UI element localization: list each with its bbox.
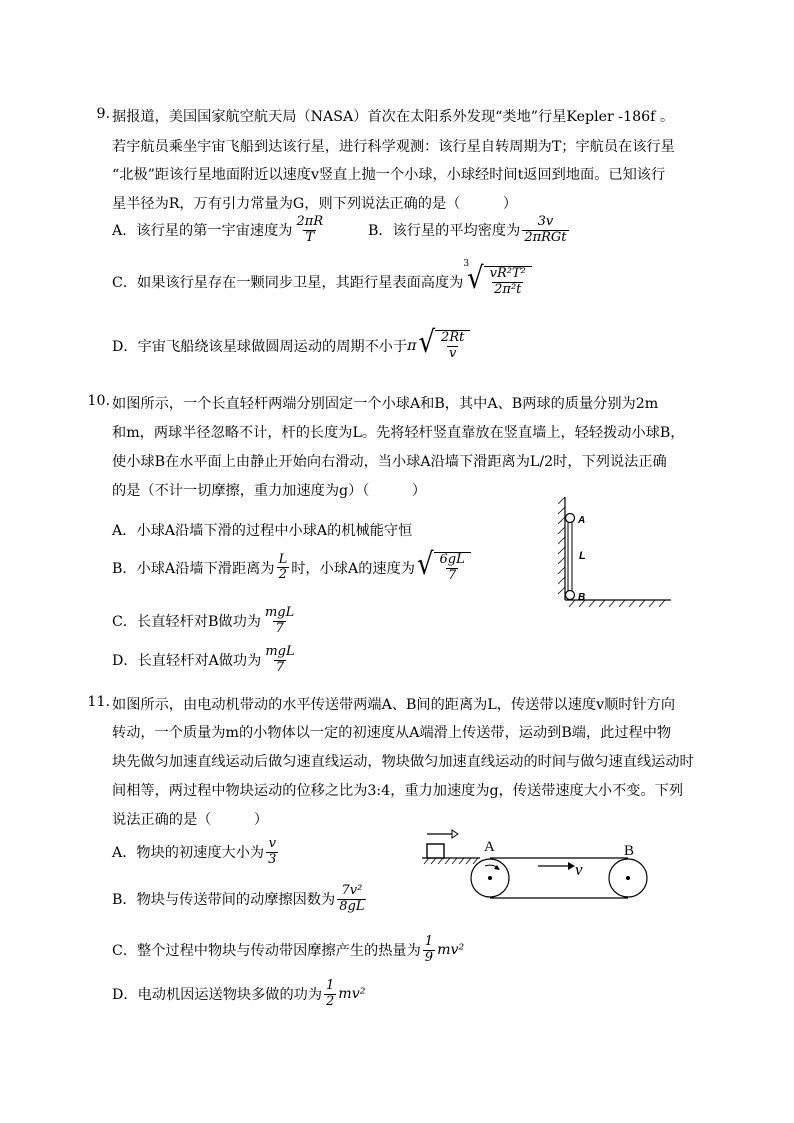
denominator: 2π²t [494, 281, 522, 297]
square-root: √ $\frac{6gL}{7}$ [417, 552, 471, 584]
option-text: A．该行星的第一宇宙速度为 [112, 223, 293, 240]
question-text-line: 如图所示，一个长直轻杆两端分别固定一个小球A和B，其中A、B两球的质量分别为2m [112, 396, 659, 412]
option-text: B．小球A沿墙下滑距离为 [112, 560, 275, 577]
question-text-line: 据报道，美国国家航空航天局（NASA）首次在太阳系外发现“类地”行星Kepler -186f 。 [112, 109, 675, 125]
question-text-line: 转动，一个质量为m的小物体以一定的初速度从A端滑上传送带，运动到B端，此过程中物 [112, 725, 672, 741]
block [427, 844, 444, 858]
option-text: A．物块的初速度大小为 [112, 845, 265, 862]
expression-tail: mv² [338, 986, 366, 1003]
option-text: C．整个过程中物块与传动带因摩擦产生的热量为 [112, 943, 421, 960]
denominator: 2 [326, 993, 335, 1009]
denominator: 2πRGt [524, 229, 567, 245]
option-text: 时，小球A的速度为 [291, 560, 415, 577]
numerator: 2πR [296, 214, 324, 229]
fraction [324, 979, 336, 1010]
option-text: C．长直轻杆对B做功为 [112, 614, 261, 631]
option-text: C．如果该行星存在一颗同步卫星，其距行星表面高度为 [112, 274, 464, 291]
numerator: v [268, 836, 276, 851]
question-text-line: 使小球B在水平面上由静止开始向右滑动，当小球A沿墙下滑距离为L/2时，下列说法正确 [112, 454, 667, 470]
expression-tail: mv² [437, 942, 465, 959]
question-text-line: 说法正确的是（ ） [112, 812, 269, 828]
fraction [263, 645, 296, 676]
denominator: 2 [278, 567, 288, 583]
label-b: B [624, 843, 635, 859]
numerator: 3v [537, 214, 554, 229]
option-text: B．物块与传送带间的动摩擦因数为 [112, 892, 336, 909]
option-b [368, 215, 571, 246]
denominator: 8gL [339, 898, 365, 914]
cube-root: √ $\frac{\text{vR²T²}}{\text{2π²t}}$ [467, 266, 532, 298]
numerator: 6gL [439, 552, 465, 567]
denominator: 7 [275, 620, 284, 636]
square-root: √ $\frac{2Rt}{v}$ [418, 330, 470, 362]
question-text-line: 间相等，两过程中物块运动的位移之比为3:4，重力加速度为g，传送带速度大小不变。下列 [112, 783, 684, 799]
option-text: D．长直轻杆对A做功为 [112, 653, 262, 670]
denominator: 7 [275, 659, 285, 675]
question-text-line: “北极”距该行星地面附近以速度v竖直上抛一个小球，小球经时间t返回到地面。已知该行 [112, 167, 666, 183]
ball-b [566, 591, 575, 600]
denominator: T [305, 229, 315, 245]
label-v: v [575, 860, 583, 879]
question-number: 9. [96, 106, 110, 122]
denominator: 3 [268, 851, 277, 867]
pi-symbol: π [407, 337, 417, 354]
label-a: A [578, 515, 586, 526]
numerator: 1 [326, 978, 335, 993]
option-b [112, 884, 368, 915]
option-d [112, 979, 365, 1010]
fraction [263, 606, 296, 637]
fraction [522, 215, 568, 246]
option-c [112, 258, 532, 298]
question-text-line: 块先做匀加速直线运动后做匀速直线运动，物块做匀加速直线运动的时间与做匀速直线运动时 [112, 754, 694, 770]
option-text: D．电动机因运送物块多做的功为 [112, 987, 323, 1004]
option-text: A．小球A沿墙下滑的过程中小球A的机械能守恒 [112, 523, 413, 539]
denominator: 7 [448, 567, 457, 583]
ball-a [566, 514, 575, 523]
option-c [112, 935, 464, 966]
option-a [112, 520, 412, 540]
numerator: 2Rt [441, 330, 465, 345]
numerator: vR²T² [489, 266, 526, 281]
denominator: v [449, 345, 457, 361]
fraction [266, 837, 278, 868]
denominator: 9 [424, 949, 434, 965]
question-number: 11. [87, 694, 110, 710]
question-text-line: 和m，两球半径忽略不计，杆的长度为L。先将轻杆竖直靠放在竖直墙上，轻轻拨动小球B， [112, 425, 685, 441]
option-text: D．宇宙飞船绕该星球做圆周运动的周期不小于 [112, 338, 408, 355]
conveyor-figure [418, 826, 658, 902]
option-d [112, 325, 470, 362]
label-b: B [578, 592, 586, 603]
question-text-line: 星半径为R，万有引力常量为G，则下列说法正确的是（ ） [112, 196, 518, 212]
question-text-line: 若宇航员乘坐宇宙飞船到达该行星，进行科学观测：该行星自转周期为T；宇航员在该行星 [112, 139, 675, 155]
question-text-line: 如图所示，由电动机带动的水平传送带两端A、B间的距离为L，传送带以速度v顺时针方向 [112, 697, 676, 713]
fraction [337, 884, 366, 915]
question-number: 10. [87, 393, 110, 409]
label-l: L [579, 550, 586, 562]
fraction [295, 215, 326, 246]
numerator: L [278, 551, 288, 567]
option-d [112, 645, 299, 676]
question-text-line: 的是（不计一切摩擦，重力加速度为g）（ ） [112, 483, 427, 499]
option-c [112, 606, 298, 637]
option-text: B．该行星的平均密度为 [368, 223, 521, 240]
wall-rod-figure [555, 492, 675, 607]
label-a: A [484, 839, 495, 855]
option-a [112, 215, 327, 246]
numerator: 7v² [341, 883, 363, 898]
root-index: 3 [463, 258, 470, 269]
option-a [112, 837, 280, 868]
fraction [277, 553, 290, 584]
option-b [112, 547, 471, 584]
numerator: 1 [424, 934, 434, 949]
numerator: mgL [265, 644, 295, 659]
fraction [423, 935, 435, 966]
numerator: mgL [264, 605, 295, 620]
